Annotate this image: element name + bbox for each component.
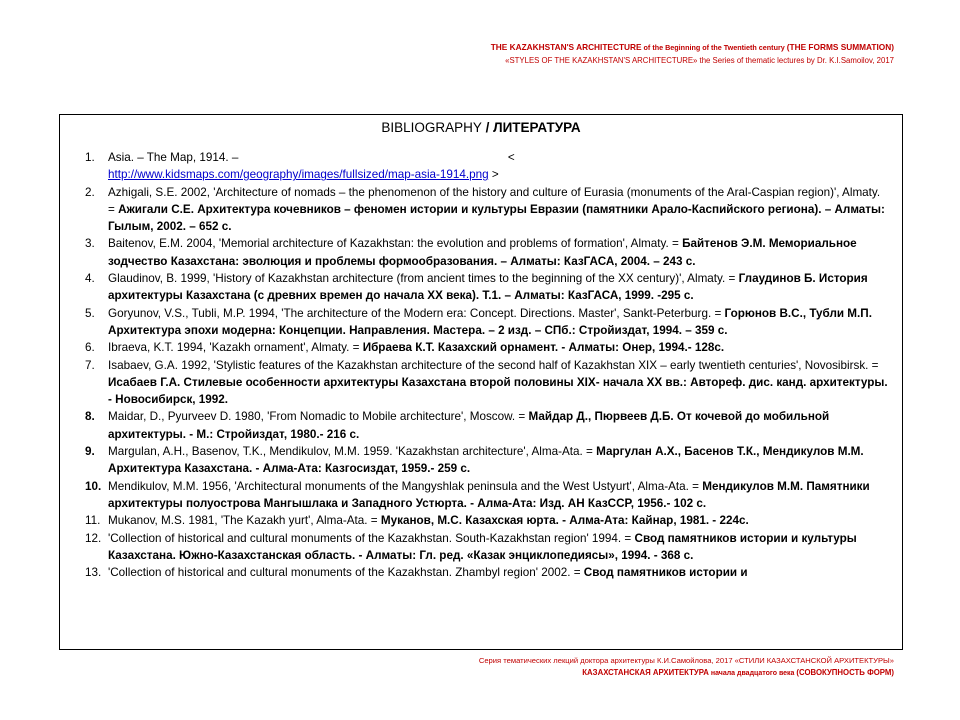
entry-number: 11. bbox=[85, 514, 101, 528]
entry-english-text: Ibraeva, K.T. 1994, 'Kazakh ornament', Almaty. = bbox=[108, 341, 363, 355]
entry-english-text: Isabaev, G.A. 1992, 'Stylistic features of the Kazakhstan architecture of the second half of Kazakhstan XIX – early twentieth centuries', Novosibirsk. = bbox=[108, 358, 879, 372]
header-title-sub: of the Beginning of the Twentieth century bbox=[641, 43, 787, 52]
entry-number: 2. bbox=[85, 185, 95, 199]
entry-russian-text: Свод памятников истории и культуры Казахстана. Южно-Казахстанская область. - Алматы: Гл. ред. «Казак энциклопедиясы», 1994. - 368 с. bbox=[108, 531, 857, 562]
bibliography-entry bbox=[85, 149, 890, 184]
entry-link[interactable]: http://www.kidsmaps.com/geography/images/fullsized/map-asia-1914.png bbox=[108, 168, 489, 182]
entry-english-text: Margulan, A.H., Basenov, T.K., Mendikulov, M.M. 1959. 'Kazakhstan architecture', Alma-Ata. = bbox=[108, 445, 597, 459]
footer-title-tail: (СОВОКУПНОСТЬ ФОРМ) bbox=[796, 668, 894, 677]
bibliography-entry bbox=[85, 530, 890, 565]
entry-english-text: 'Collection of historical and cultural monuments of the Kazakhstan. South-Kazakhstan region' 1994. = bbox=[108, 531, 635, 545]
title-en: BIBLIOGRAPHY bbox=[381, 120, 482, 135]
bibliography-entry bbox=[85, 478, 890, 513]
bibliography-entry bbox=[85, 512, 890, 529]
bibliography-entry bbox=[85, 408, 890, 443]
bibliography-entry bbox=[85, 184, 890, 236]
entry-english-text: Glaudinov, B. 1999, 'History of Kazakhstan architecture (from ancient times to the beginning of the XX century)', Almaty. = bbox=[108, 272, 739, 286]
header-series-line: «STYLES OF THE KAZAKHSTAN'S ARCHITECTURE» the Series of thematic lectures by Dr. K.I.Samoilov, 2017 bbox=[505, 56, 894, 65]
bibliography-entry bbox=[85, 235, 890, 270]
title-ru: ЛИТЕРАТУРА bbox=[493, 120, 581, 135]
entry-english-text: Asia. – The Map, 1914. – < bbox=[108, 151, 515, 164]
entry-number: 5. bbox=[85, 306, 95, 320]
entry-russian-text: Байтенов Э.М. Мемориальное зодчество Казахстана: эволюция и проблемы формообразования. – Алматы: КазГАСА, 2004. – 243 с. bbox=[108, 237, 857, 268]
entry-russian-text: Глаудинов Б. История архитектуры Казахстана (с древних времен до начала ХХ века). Т.1. – Алматы: КазГАСА, 1999. -295 с. bbox=[108, 272, 868, 303]
header-title-main: THE KAZAKHSTAN'S ARCHITECTURE bbox=[490, 42, 642, 52]
footer-title-main: КАЗАХСТАНСКАЯ АРХИТЕКТУРА bbox=[582, 668, 709, 677]
footer-title-sub: начала двадцатого века bbox=[708, 670, 797, 677]
entry-english-text: Azhigali, S.E. 2002, 'Architecture of nomads – the phenomenon of the history and culture of Eurasia (monuments of the Aral-Caspian region)', Almaty. = bbox=[108, 185, 881, 216]
entry-english-text: Maidar, D., Pyurveev D. 1980, 'From Nomadic to Mobile architecture', Moscow. = bbox=[108, 410, 529, 424]
entry-number: 3. bbox=[85, 237, 95, 251]
entry-number: 9. bbox=[85, 445, 95, 459]
header-title-tail: (THE FORMS SUMMATION) bbox=[786, 42, 894, 52]
bibliography-entry bbox=[85, 270, 890, 305]
entry-russian-text: Ибраева К.Т. Казахский орнамент. - Алматы: Онер, 1994.- 128с. bbox=[362, 341, 725, 355]
entry-number: 8. bbox=[85, 410, 95, 424]
entry-english-text: Baitenov, E.M. 2004, 'Memorial architecture of Kazakhstan: the evolution and problems of formation', Almaty. = bbox=[108, 237, 683, 251]
entry-number: 12. bbox=[85, 531, 102, 545]
bibliography-title bbox=[60, 120, 902, 135]
footer-title-line bbox=[582, 668, 894, 677]
title-separator: / bbox=[481, 120, 494, 135]
bibliography-list bbox=[85, 149, 890, 581]
entry-english-text: Goryunov, V.S., Tubli, M.P. 1994, 'The architecture of the Modern era: Concept. Directions. Master', Sankt-Peterburg. = bbox=[108, 306, 725, 320]
header-title-line bbox=[491, 42, 894, 52]
entry-russian-text: Горюнов В.С., Тубли М.П. Архитектура эпохи модерна: Концепции. Направления. Мастера. – 2 изд. – СПб.: Стройиздат, 1994. – 359 с. bbox=[108, 306, 872, 337]
entry-number: 6. bbox=[85, 341, 95, 355]
bibliography-entry bbox=[85, 357, 890, 409]
entry-number: 7. bbox=[85, 358, 95, 372]
bibliography-entry bbox=[85, 564, 890, 581]
entry-number: 13. bbox=[85, 566, 102, 580]
entry-english-text: 'Collection of historical and cultural monuments of the Kazakhstan. Zhambyl region' 2002. = bbox=[108, 566, 584, 580]
entry-russian-text: Мендикулов М.М. Памятники архитектуры полуострова Мангышлака и Западного Устюрта. - Алма-Ата: Изд. АН КазССР, 1956.- 102 с. bbox=[108, 479, 870, 510]
entry-russian-text: Исабаев Г.А. Стилевые особенности архитектуры Казахстана второй половины XIX- начала ХХ вв.: Автореф. дис. канд. архитектуры. - Новосибирск, 1992. bbox=[108, 375, 888, 407]
entry-english-text: Mukanov, M.S. 1981, 'The Kazakh yurt', Alma-Ata. = bbox=[108, 514, 381, 528]
entry-russian-text: Муканов, М.С. Казахская юрта. - Алма-Ата: Кайнар, 1981. - 224с. bbox=[380, 514, 749, 528]
bibliography-frame bbox=[59, 114, 903, 650]
entry-russian-text: Ажигали С.Е. Архитектура кочевников – феномен истории и культуры Евразии (памятники Арало-Каспийского региона). – Алматы: Гылым, 2002. – 652 с. bbox=[108, 202, 885, 234]
entry-russian-text: Свод памятников истории и bbox=[583, 566, 748, 580]
bibliography-entry bbox=[85, 443, 890, 478]
entry-russian-text: Майдар Д., Пюрвеев Д.Б. От кочевой до мобильной архитектуры. - М.: Стройиздат, 1980.- 216 с. bbox=[108, 410, 830, 441]
entry-number: 1. bbox=[85, 151, 95, 164]
entry-link-tail: > bbox=[488, 168, 499, 182]
bibliography-entry bbox=[85, 339, 890, 356]
entry-number: 4. bbox=[85, 272, 95, 286]
entry-russian-text: Маргулан А.Х., Басенов Т.К., Мендикулов М.М. Архитектура Казахстана. - Алма-Ата: Казгосиздат, 1959.- 259 с. bbox=[108, 445, 864, 476]
footer-series-line: Серия тематических лекций доктора архитектуры К.И.Самойлова, 2017 «СТИЛИ КАЗАХСТАНСКОЙ АРХИТЕКТУРЫ» bbox=[478, 656, 894, 665]
bibliography-entry bbox=[85, 305, 890, 340]
entry-english-text: Mendikulov, M.M. 1956, 'Architectural monuments of the Mangyshlak peninsula and the West Ustyurt', Alma-Ata. = bbox=[108, 479, 703, 493]
entry-number: 10. bbox=[85, 479, 102, 493]
